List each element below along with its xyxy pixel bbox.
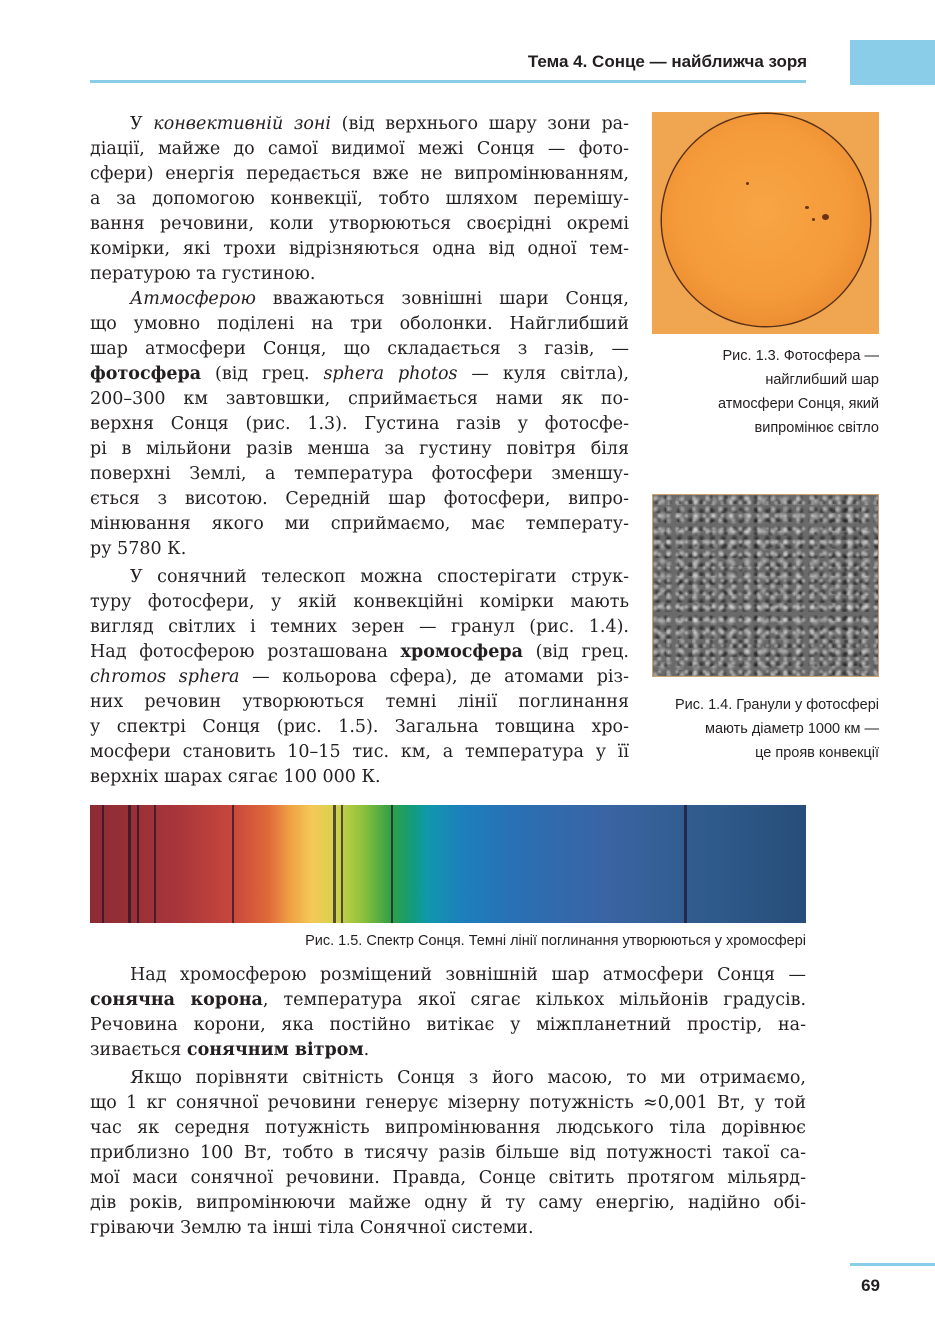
text-line: вання речовини, коли утворюються своєрідні окремі (90, 214, 629, 234)
page-number: 69 (861, 1276, 880, 1295)
page-header-title: Тема 4. Сонце — найближча зоря (527, 52, 807, 71)
text-line: У сонячний телескоп можна спостерігати струк- (130, 567, 629, 587)
text-line: мосфери становить 10–15 тис. км, а температура у її (90, 742, 629, 762)
figure-1-4-caption (640, 693, 879, 765)
granulation-image (652, 494, 879, 677)
absorption-line (684, 805, 687, 923)
solar-spectrum-image (90, 805, 806, 923)
header-divider (90, 80, 806, 83)
text-line: пературою та густиною. (90, 264, 316, 284)
absorption-line (341, 805, 343, 923)
sunspot (822, 214, 829, 220)
text-line: ру 5780 К. (90, 539, 187, 559)
text-line: приблизно 100 Вт, тобто в тисячу разів більше від потужності такої са- (90, 1143, 806, 1163)
text-line: час як середня потужність випромінювання людського тіла дорівнює (90, 1118, 806, 1138)
text-line: сфери) енергія передається вже не випромінюванням, (90, 164, 629, 184)
absorption-line (232, 805, 234, 923)
figure-1-3-caption (652, 344, 879, 440)
caption-line: Рис. 1.4. Гранули у фотосфері (674, 697, 879, 713)
text-line: фотосфера (від грец. sphera photos — куля світла), (90, 364, 629, 384)
sunspot (812, 218, 815, 221)
caption-line: мають діаметр 1000 км — (705, 721, 879, 737)
text-line: chromos sphera — кольорова сфера), де атомами різ- (90, 667, 629, 687)
footer-divider (850, 1263, 935, 1266)
text-line: Речовина корони, яка постійно витікає у міжпланетний простір, на- (90, 1015, 806, 1035)
text-line: Над хромосферою розміщений зовнішній шар атмосфери Сонця — (130, 965, 806, 985)
text-line: 200–300 км завтовшки, сприймається нами як по- (90, 389, 629, 409)
text-line: мої маси сонячної речовини. Правда, Сонце світить протягом мільярд- (90, 1168, 806, 1188)
text-line: вигляд світлих і темних зерен — гранул (рис. 1.4). (90, 617, 629, 637)
caption-line: це прояв конвекції (755, 745, 879, 761)
sunspot (805, 206, 809, 209)
absorption-line (102, 805, 104, 923)
absorption-line (333, 805, 336, 923)
text-line: діації, майже до самої видимої межі Сонця — фото- (90, 139, 629, 159)
text-line: поверхні Землі, а температура фотосфери зменшу- (90, 464, 629, 484)
text-line: У конвективній зоні (від верхнього шару зони ра- (130, 114, 629, 134)
absorption-line (137, 805, 139, 923)
figure-1-5-caption: Рис. 1.5. Спектр Сонця. Темні лінії поглинання утворюються у хромосфері (305, 933, 806, 949)
text-line: рі в мільйони разів менша за густину повітря біля (90, 439, 629, 459)
caption-line: атмосфери Сонця, який (717, 396, 879, 412)
text-line: зивається сонячним вітром. (90, 1040, 370, 1060)
text-line: що умовно поділені на три оболонки. Найглибший (90, 314, 629, 334)
absorption-line (154, 805, 156, 923)
text-line: мінювання якого ми сприймаємо, має температу- (90, 514, 629, 534)
text-line: а за допомогою конвекції, тобто шляхом перемішу- (90, 189, 629, 209)
header-color-tab (850, 40, 935, 85)
text-line: комірки, які трохи відрізняються одна від одної тем- (90, 239, 629, 259)
text-line: туру фотосфери, у якій конвекційні комірки мають (90, 592, 629, 612)
caption-line: випромінює світло (754, 420, 879, 436)
text-line: ється з висотою. Середній шар фотосфери, випро- (90, 489, 629, 509)
text-line: дів років, випромінюючи майже одну й ту саму енергію, надійно обі- (90, 1193, 806, 1213)
text-line: них речовин утворюються темні лінії поглинання (90, 692, 629, 712)
text-line: що 1 кг сонячної речовини генерує мізерну потужність ≈0,001 Вт, у той (90, 1093, 806, 1113)
text-line: Над фотосферою розташована хромосфера (від грец. (90, 642, 629, 662)
absorption-line (391, 805, 393, 923)
text-line: верхніх шарах сягає 100 000 К. (90, 767, 381, 787)
text-line: сонячна корона, температура якої сягає кількох мільйонів градусів. (90, 990, 807, 1010)
photosphere-image (652, 112, 879, 334)
caption-line: Рис. 1.3. Фотосфера — (722, 348, 879, 364)
caption-line: найглибший шар (765, 372, 879, 388)
text-line: Атмосферою вважаються зовнішні шари Сонця, (130, 289, 629, 309)
text-line: шар атмосфери Сонця, що складається з газів, — (90, 339, 629, 359)
text-line: гріваючи Землю та інші тіла Сонячної системи. (90, 1218, 534, 1238)
sunspot (746, 182, 749, 185)
text-line: у спектрі Сонця (рис. 1.5). Загальна товщина хро- (90, 717, 629, 737)
text-line: верхня Сонця (рис. 1.3). Густина газів у фотосфе- (90, 414, 629, 434)
text-line: Якщо порівняти світність Сонця з його масою, то ми отримаємо, (130, 1068, 806, 1088)
absorption-line (128, 805, 131, 923)
sun-disc (662, 114, 870, 326)
